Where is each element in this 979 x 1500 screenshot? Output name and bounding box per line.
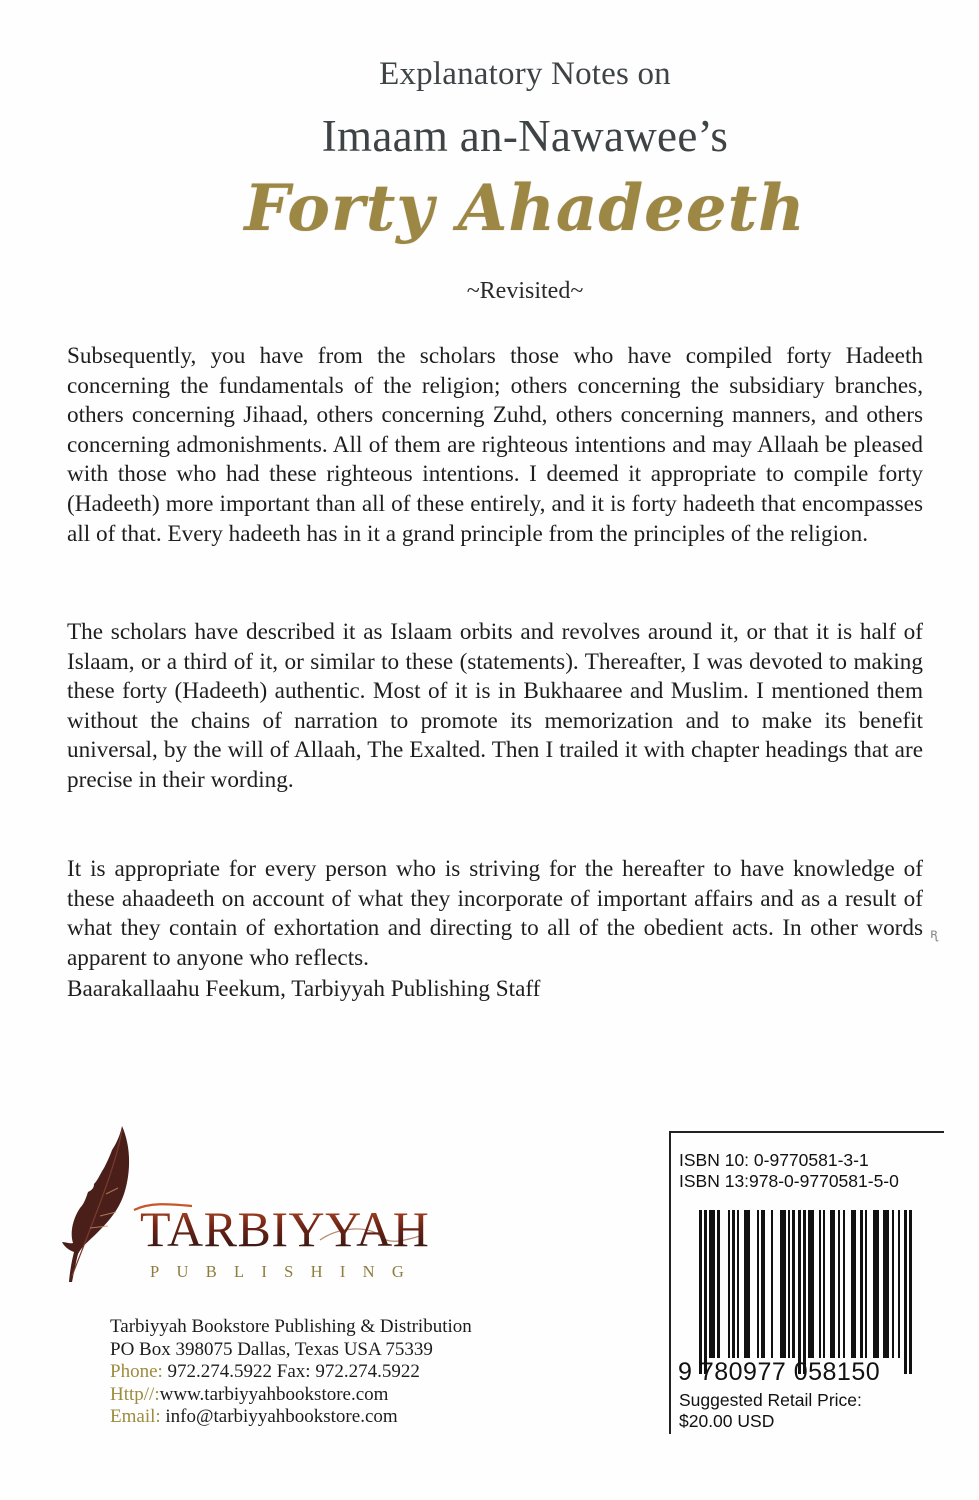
publisher-contact-block xyxy=(110,1316,472,1429)
title-line-main: Forty Ahadeeth xyxy=(244,171,806,246)
body-paragraph-2: The scholars have described it as Islaam orbits and revolves around it, or that it is half of Islaam, or a third of it, or similar to these (statements). Thereafter, I was devoted to making these forty (Hadeeth) authentic. Most of it is in Bukhaaree and Muslim. I mentioned them without the chains of narration to promote its memorization and to make its benefit universal, by the will of Allaah, The Exalted. Then I trailed it with chapter headings that are precise in their wording. xyxy=(67,619,923,793)
publisher-address: PO Box 398075 Dallas, Texas USA 75339 xyxy=(110,1338,433,1360)
body-paragraph-3: It is appropriate for every person who is striving for the hereafter to have knowledge of these ahaadeeth on account of what they incorporate of important affairs and as a result of what they contain of exhortation and directing to all of the obedient acts. In other words apparent to anyone who reflects. xyxy=(67,856,923,971)
title-line-author: Imaam an-Nawawee’s xyxy=(321,111,729,161)
publisher-logo-wordmark: TARBIYYAH xyxy=(140,1201,430,1257)
price-label: Suggested Retail Price: xyxy=(679,1390,862,1410)
title-line-explanatory-notes: Explanatory Notes on xyxy=(379,56,671,92)
body-paragraph-1: Subsequently, you have from the scholars those who have compiled forty Hadeeth concerning the fundamentals of the religion; others concerning the subsidiary branches, others concerning Jihaad, others concerning Zuhd, others concerning manners, and others concerning admonishments. All of them are righteous intentions and may Allaah be pleased with those who had these righteous intentions. I deemed it appropriate to compile forty (Hadeeth) more important than all of these entirely, and it is forty hadeeth that encompasses all of that. Every hadeeth has in it a grand principle from the principles of the religion. xyxy=(67,343,923,547)
publisher-phone-fax xyxy=(110,1361,472,1384)
pencil-mark: ꭆ xyxy=(930,926,938,942)
price-value: $20.00 USD xyxy=(679,1411,775,1431)
email-label: Email: xyxy=(110,1406,161,1428)
barcode-number: 9 780977 058150 xyxy=(678,1358,881,1386)
barcode-icon xyxy=(699,1210,914,1374)
publisher-company: Tarbiyyah Bookstore Publishing & Distribution xyxy=(110,1316,472,1337)
web-value: www.tarbiyyahbookstore.com xyxy=(159,1383,389,1405)
isbn-13: ISBN 13:978-0-9770581-5-0 xyxy=(679,1171,899,1191)
web-label: Http//: xyxy=(110,1383,160,1405)
phone-label: Phone: xyxy=(110,1361,163,1383)
signoff: Baarakallaahu Feekum, Tarbiyyah Publishing Staff xyxy=(67,976,541,1002)
publisher-website xyxy=(110,1384,472,1407)
fax-value: 972.274.5922 xyxy=(315,1361,420,1383)
publisher-logo-subtitle: PUBLISHING xyxy=(150,1262,422,1281)
subtitle-revisited: ~Revisited~ xyxy=(466,278,584,304)
email-value: info@tarbiyyahbookstore.com xyxy=(165,1406,398,1428)
fax-label: Fax: xyxy=(276,1361,311,1383)
phone-value: 972.274.5922 xyxy=(167,1361,273,1383)
isbn-10: ISBN 10: 0-9770581-3-1 xyxy=(679,1150,869,1170)
feather-quill-icon xyxy=(60,1124,140,1284)
publisher-email xyxy=(110,1406,472,1429)
